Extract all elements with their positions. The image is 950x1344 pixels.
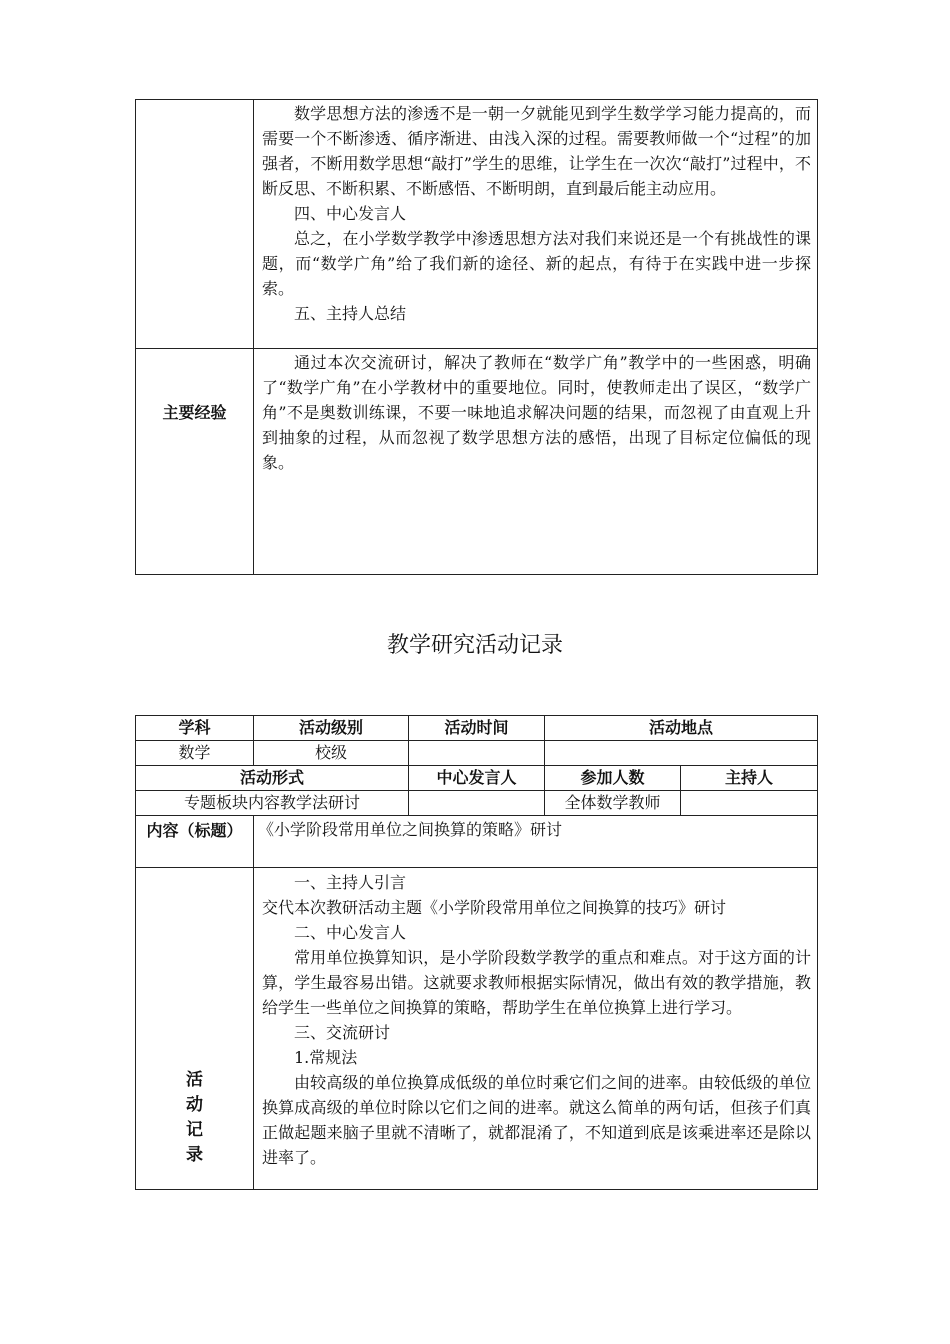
header-activity-level: 活动级别 bbox=[254, 716, 409, 741]
section-five-heading: 五、主持人总结 bbox=[294, 304, 407, 323]
main-experience-label: 主要经验 bbox=[136, 349, 254, 575]
activity-record-content-cell bbox=[254, 868, 818, 1190]
value-activity-time bbox=[409, 741, 545, 766]
header-participants: 参加人数 bbox=[545, 766, 681, 791]
label-char-4: 录 bbox=[186, 1145, 203, 1165]
section-one-text: 交代本次教研活动主题《小学阶段常用单位之间换算的技巧》研讨 bbox=[262, 898, 727, 917]
header-activity-form: 活动形式 bbox=[136, 766, 409, 791]
header-subject: 学科 bbox=[136, 716, 254, 741]
header-host: 主持人 bbox=[681, 766, 818, 791]
section-three-text: 由较高级的单位换算成低级的单位时乘它们之间的进率。由较低级的单位换算成高级的单位时除以它们之间的进率。就这么简单的两句话，但孩子们真正做起题来脑子里就不清晰了，就都混淆了，不知道到底是该乘进率还是除以进率了。 bbox=[262, 1073, 812, 1167]
activity-record-table bbox=[135, 715, 818, 1190]
header-activity-time: 活动时间 bbox=[409, 716, 545, 741]
label-char-1: 活 bbox=[186, 1070, 203, 1090]
value-participants: 全体数学教师 bbox=[545, 791, 681, 816]
page-title: 教学研究活动记录 bbox=[386, 633, 563, 658]
content-title-cell bbox=[254, 816, 818, 868]
discussion-continuation-cell bbox=[254, 100, 818, 349]
summary-paragraph: 总之，在小学数学教学中渗透思想方法对我们来说还是一个有挑战性的课题，而“数学广角”给了我们新的途径、新的起点，有待于在实践中进一步探索。 bbox=[262, 229, 811, 298]
header-activity-location: 活动地点 bbox=[545, 716, 818, 741]
main-experience-text: 通过本次交流研讨，解决了教师在“数学广角”教学中的一些困惑，明确了“数学广角”在小学教材中的重要地位。同时，使教师走出了误区，“数学广角”不是奥数训练课，不要一味地追求解决问题的结果，而忽视了由直观上升到抽象的过程，从而忽视了数学思想方法的感悟，出现了目标定位偏低的现象。 bbox=[262, 353, 811, 472]
section-two-heading: 二、中心发言人 bbox=[294, 923, 407, 942]
value-host bbox=[681, 791, 818, 816]
label-char-3: 记 bbox=[186, 1120, 203, 1140]
section-one-heading: 一、主持人引言 bbox=[294, 873, 407, 892]
activity-record-label-cell bbox=[136, 868, 254, 1190]
content-title-text: 《小学阶段常用单位之间换算的策略》研讨 bbox=[258, 820, 563, 839]
label-char-2: 动 bbox=[186, 1095, 203, 1115]
section-three-heading: 三、交流研讨 bbox=[294, 1023, 391, 1042]
value-activity-level: 校级 bbox=[254, 741, 409, 766]
section-three-subheading: 1.常规法 bbox=[294, 1048, 358, 1067]
section-four-heading: 四、中心发言人 bbox=[294, 204, 407, 223]
reflection-paragraph: 数学思想方法的渗透不是一朝一夕就能见到学生数学学习能力提高的，而需要一个不断渗透、循序渐进、由浅入深的过程。需要教师做一个“过程”的加强者，不断用数学思想“敲打”学生的思维，让学生在一次次“敲打”过程中，不断反思、不断积累、不断感悟、不断明朗，直到最后能主动应用。 bbox=[262, 104, 811, 198]
value-activity-location bbox=[545, 741, 818, 766]
value-central-speaker bbox=[409, 791, 545, 816]
main-experience-cell bbox=[254, 349, 818, 575]
value-activity-form: 专题板块内容教学法研讨 bbox=[136, 791, 409, 816]
content-title-label: 内容（标题） bbox=[136, 816, 254, 868]
activity-record-label bbox=[136, 1068, 253, 1168]
header-central-speaker: 中心发言人 bbox=[409, 766, 545, 791]
empty-label-cell bbox=[136, 100, 254, 349]
value-subject: 数学 bbox=[136, 741, 254, 766]
experience-table bbox=[135, 99, 818, 575]
section-two-text: 常用单位换算知识，是小学阶段数学教学的重点和难点。对于这方面的计算，学生最容易出错。这就要求教师根据实际情况，做出有效的教学措施，教给学生一些单位之间换算的策略，帮助学生在单位换算上进行学习。 bbox=[262, 948, 812, 1017]
